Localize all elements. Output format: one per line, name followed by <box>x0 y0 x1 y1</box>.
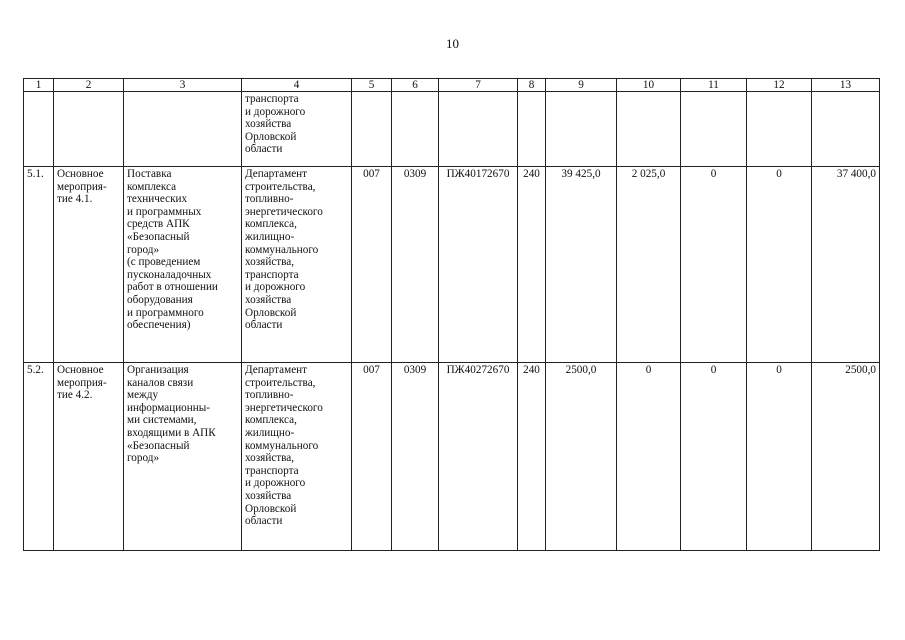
cell-amount-12 <box>747 92 812 167</box>
cell-amount-13: 2500,0 <box>812 363 880 551</box>
cell-amount-10: 0 <box>617 363 681 551</box>
col-header-5: 5 <box>352 79 392 92</box>
table-row <box>24 363 880 551</box>
cell-responsible: Департамент строительства, топливно- энергетического комплекса, жилищно- коммунального хозяйства, транспорта и дорожного хозяйства Орловской области <box>242 167 352 363</box>
cell-event: Основное мероприя- тие 4.2. <box>54 363 124 551</box>
col-header-13: 13 <box>812 79 880 92</box>
cell-code-8: 240 <box>518 167 546 363</box>
cell-code-8: 240 <box>518 363 546 551</box>
cell-responsible: Департамент строительства, топливно- энергетического комплекса, жилищно- коммунального хозяйства, транспорта и дорожного хозяйства Орловской области <box>242 363 352 551</box>
cell-code-7: ПЖ40272670 <box>439 363 518 551</box>
col-header-9: 9 <box>546 79 617 92</box>
table-row <box>24 92 880 167</box>
cell-code-6: 0309 <box>392 363 439 551</box>
col-header-2: 2 <box>54 79 124 92</box>
col-header-4: 4 <box>242 79 352 92</box>
cell-amount-9: 2500,0 <box>546 363 617 551</box>
col-header-11: 11 <box>681 79 747 92</box>
budget-table <box>23 78 880 551</box>
cell-code-5 <box>352 92 392 167</box>
cell-code-6 <box>392 92 439 167</box>
cell-event <box>54 92 124 167</box>
col-header-7: 7 <box>439 79 518 92</box>
header-row <box>24 79 880 92</box>
cell-amount-10 <box>617 92 681 167</box>
cell-responsible: транспорта и дорожного хозяйства Орловской области <box>242 92 352 167</box>
cell-code-7 <box>439 92 518 167</box>
table-row <box>24 167 880 363</box>
col-header-10: 10 <box>617 79 681 92</box>
cell-amount-13 <box>812 92 880 167</box>
cell-code-5: 007 <box>352 167 392 363</box>
col-header-12: 12 <box>747 79 812 92</box>
cell-amount-9 <box>546 92 617 167</box>
cell-amount-12: 0 <box>747 363 812 551</box>
cell-code-6: 0309 <box>392 167 439 363</box>
cell-number: 5.2. <box>24 363 54 551</box>
cell-code-7: ПЖ40172670 <box>439 167 518 363</box>
cell-description: Поставка комплекса технических и программных средств АПК «Безопасный город» (с проведением пусконаладочных работ в отношении оборудования и программного обеспечения) <box>124 167 242 363</box>
cell-amount-13: 37 400,0 <box>812 167 880 363</box>
cell-number: 5.1. <box>24 167 54 363</box>
cell-amount-11: 0 <box>681 167 747 363</box>
cell-number <box>24 92 54 167</box>
cell-code-5: 007 <box>352 363 392 551</box>
cell-description: Организация каналов связи между информационны- ми системами, входящими в АПК «Безопасный город» <box>124 363 242 551</box>
cell-amount-11 <box>681 92 747 167</box>
col-header-1: 1 <box>24 79 54 92</box>
col-header-6: 6 <box>392 79 439 92</box>
page-number: 10 <box>446 36 459 51</box>
cell-event: Основное мероприя- тие 4.1. <box>54 167 124 363</box>
col-header-3: 3 <box>124 79 242 92</box>
cell-amount-10: 2 025,0 <box>617 167 681 363</box>
cell-amount-12: 0 <box>747 167 812 363</box>
cell-amount-9: 39 425,0 <box>546 167 617 363</box>
cell-code-8 <box>518 92 546 167</box>
col-header-8: 8 <box>518 79 546 92</box>
cell-description <box>124 92 242 167</box>
cell-amount-11: 0 <box>681 363 747 551</box>
